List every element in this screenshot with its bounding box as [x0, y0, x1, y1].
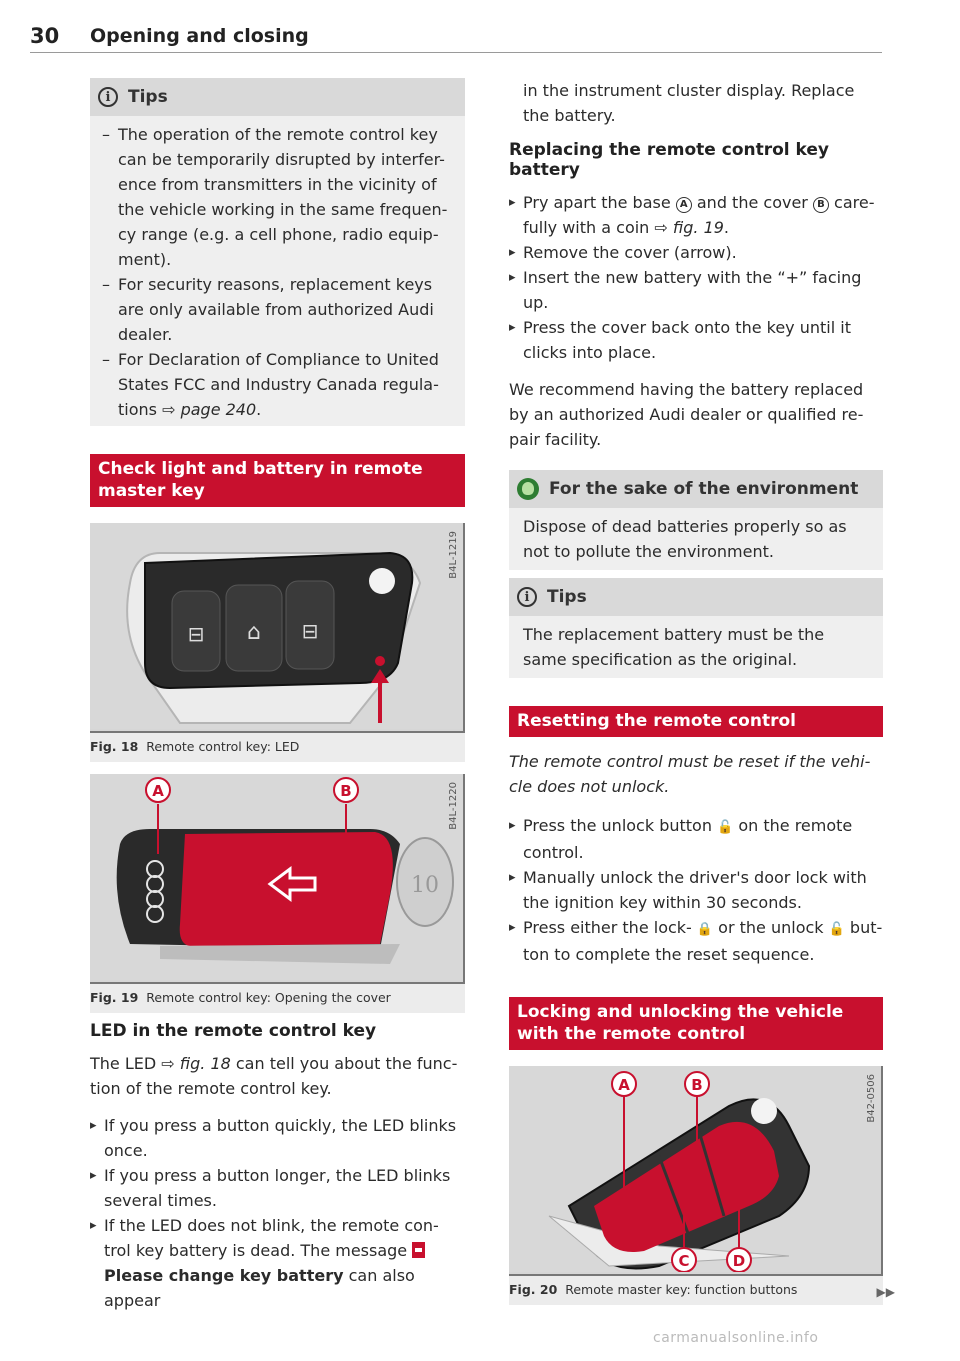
figure-code: B4L-1219 — [448, 531, 459, 579]
tips-item: – The operation of the remote control key can be temporarily disrupted by interfer-ence from transmitters in the vicinity of the vehicle working in the same frequen-cy range (e.g. a cell phone, radio equip-ment). — [102, 122, 453, 272]
key-warning-icon — [412, 1242, 425, 1258]
page-reference-link[interactable]: ⇨ page 240 — [162, 400, 257, 419]
section-heading-reset: Resetting the remote control — [509, 706, 883, 737]
figure-20 — [509, 1066, 895, 1305]
callout-b: B — [340, 782, 352, 800]
info-icon: i — [98, 87, 118, 107]
tips-list — [102, 122, 453, 422]
section-heading-locking: Locking and unlocking the vehicle with the remote control — [509, 997, 883, 1050]
page-header — [30, 22, 882, 53]
reset-intro: The remote control must be reset if the vehi-cle does not unlock. — [509, 752, 871, 796]
chapter-title: Opening and closing — [90, 25, 309, 47]
tips-item: – For security reasons, replacement keys are only available from authorized Audi dealer. — [102, 272, 453, 347]
environment-box — [509, 470, 883, 570]
svg-text:10: 10 — [411, 873, 439, 898]
list-item: ▸ If the LED does not blink, the remote con-trol key battery is dead. The message Please change key battery can also appear — [90, 1213, 465, 1313]
tips-title: Tips — [128, 87, 168, 107]
recommend-text: We recommend having the battery replaced by an authorized Audi dealer or qualified re-pair facility. — [509, 380, 864, 449]
continued-text: in the instrument cluster display. Replace the battery. — [523, 81, 855, 125]
svg-text:⌂: ⌂ — [247, 620, 261, 645]
list-item: ▸ Press the unlock button 🔓 on the remote control. — [509, 813, 883, 865]
replace-steps — [509, 190, 883, 365]
remote-key-open-cover-illustration — [90, 774, 465, 984]
callout-b: B — [691, 1076, 703, 1094]
svg-text:⊟: ⊟ — [301, 619, 319, 643]
led-intro: The LED ⇨ fig. 18 can tell you about the func-tion of the remote control key. — [90, 1054, 458, 1098]
watermark: carmanualsonline.info — [653, 1330, 819, 1346]
right-column — [509, 78, 895, 1305]
unlock-icon: 🔓 — [828, 922, 845, 937]
unlock-icon: 🔓 — [717, 820, 734, 835]
callout-a: A — [618, 1076, 630, 1094]
figure-reference-link[interactable]: ⇨ fig. 18 — [161, 1054, 231, 1073]
tips-box — [509, 578, 883, 678]
figure-code: B4L-1220 — [448, 782, 459, 830]
page-number: 30 — [30, 24, 60, 48]
tips-text: The replacement battery must be the same specification as the original. — [523, 625, 825, 669]
figure-code: B42-0506 — [866, 1074, 877, 1123]
list-item: ▸ Manually unlock the driver's door lock with the ignition key within 30 seconds. — [509, 865, 883, 915]
led-heading: LED in the remote control key — [90, 1021, 377, 1041]
list-item: ▸ Press either the lock- 🔒 or the unlock 🔓 but-ton to complete the reset sequence. — [509, 915, 883, 967]
environment-header — [509, 470, 883, 508]
callout-d: D — [732, 1252, 746, 1270]
environment-title: For the sake of the environment — [549, 479, 859, 499]
continue-arrow-icon: ▶▶ — [876, 1285, 895, 1299]
environment-text: Dispose of dead batteries properly so as not to pollute the environment. — [523, 517, 847, 561]
led-list — [90, 1113, 465, 1313]
key-cover-drawing — [90, 774, 463, 980]
list-item: ▸ Insert the new battery with the “+” facing up. — [509, 265, 883, 315]
key-led-drawing — [90, 523, 463, 729]
leaf-icon — [517, 478, 539, 500]
remote-key-led-illustration — [90, 523, 465, 733]
remote-key-function-buttons-illustration — [509, 1066, 883, 1276]
list-item: ▸ Pry apart the base A and the cover B care-fully with a coin ⇨ fig. 19. — [509, 190, 883, 240]
svg-text:⊟: ⊟ — [187, 622, 205, 646]
list-item: ▸ Press the cover back onto the key until it clicks into place. — [509, 315, 883, 365]
reset-steps — [509, 813, 883, 967]
callout-a: A — [152, 782, 164, 800]
callout-c: C — [678, 1252, 690, 1270]
info-icon: i — [517, 587, 537, 607]
tips-header — [90, 78, 465, 116]
tips-header — [509, 578, 883, 616]
lock-icon: 🔒 — [696, 922, 714, 937]
tips-box — [90, 78, 465, 426]
figure-18 — [90, 523, 465, 762]
left-column — [90, 78, 465, 1325]
list-item: ▸ If you press a button longer, the LED blinks several times. — [90, 1163, 465, 1213]
list-item: ▸ Remove the cover (arrow). — [509, 240, 883, 265]
list-item: ▸ If you press a button quickly, the LED blinks once. — [90, 1113, 465, 1163]
key-buttons-drawing — [509, 1066, 881, 1272]
figure-caption: Fig. 18 Remote control key: LED — [90, 739, 300, 754]
figure-caption: Fig. 20 Remote master key: function buttons — [509, 1282, 798, 1297]
figure-reference-link[interactable]: ⇨ fig. 19 — [654, 218, 724, 237]
tips-item: – For Declaration of Compliance to United States FCC and Industry Canada regula-tions ⇨ page 240. — [102, 347, 453, 422]
tips-title: Tips — [547, 587, 587, 607]
figure-caption: Fig. 19 Remote control key: Opening the cover — [90, 990, 391, 1005]
replace-heading: Replacing the remote control key battery — [509, 140, 829, 180]
figure-19 — [90, 774, 465, 1013]
section-heading-check-light: Check light and battery in remote master key — [90, 454, 465, 507]
